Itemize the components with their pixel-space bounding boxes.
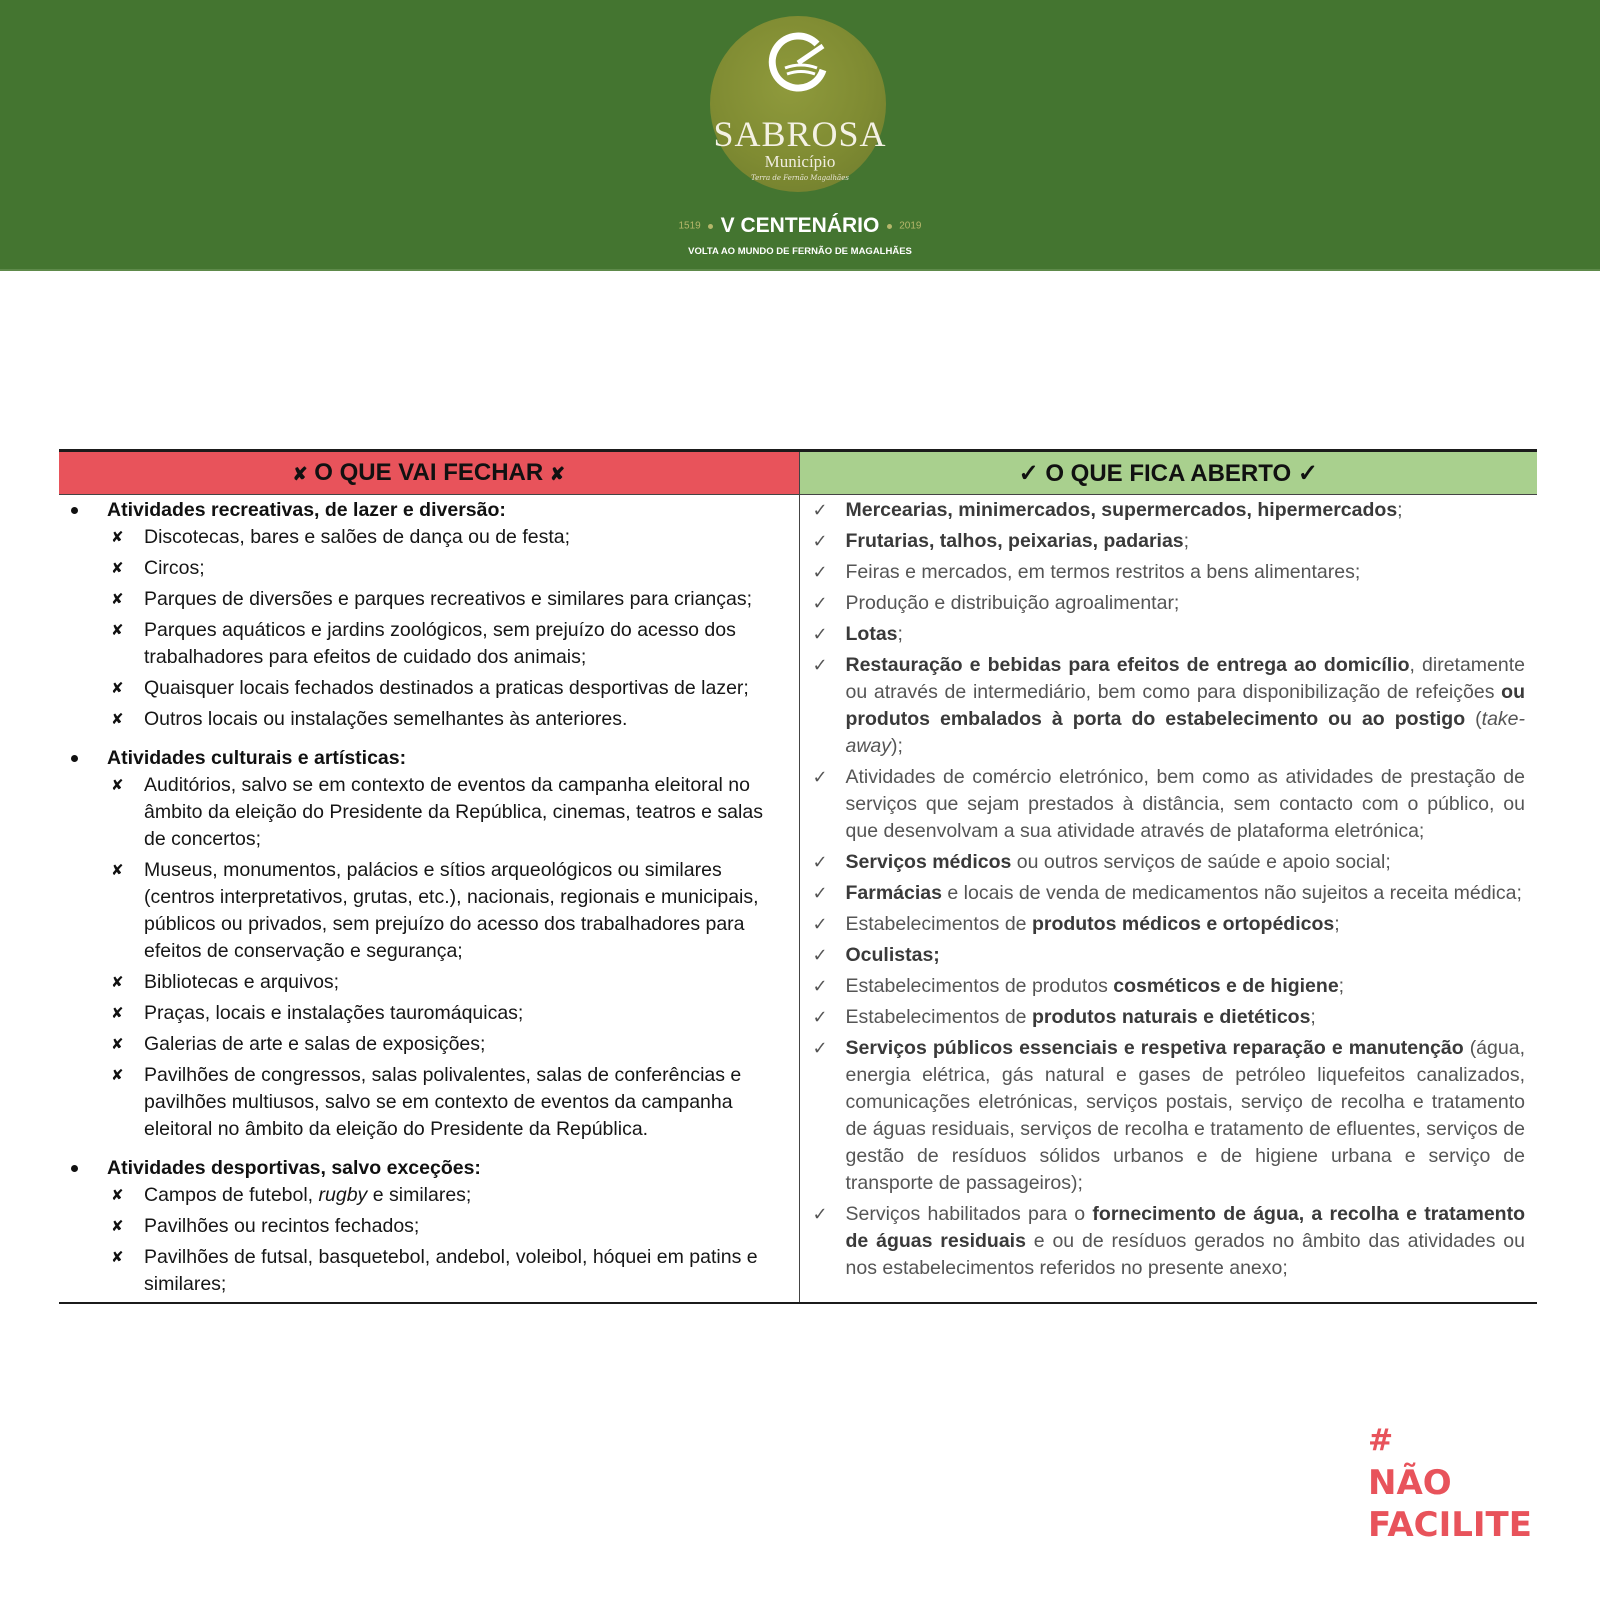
bullet-icon: [71, 507, 78, 514]
check-icon: ✓: [812, 593, 828, 613]
open-header: [799, 451, 1537, 495]
check-icon: ✓: [1018, 459, 1039, 487]
brand-tagline: Terra de Fernão Magalhães: [751, 174, 849, 182]
closed-item: [107, 586, 799, 613]
open-item-text: Farmácias: [845, 882, 942, 904]
open-header-label: O QUE FICA ABERTO: [1045, 459, 1292, 487]
closed-item-text: Parques aquáticos e jardins zoológicos, sem prejuízo do acesso dos trabalhadores para efeitos de cuidado dos animais;: [144, 619, 736, 668]
open-item-text: ou produtos embalados à porta do estabelecimento ou ao postigo: [845, 681, 1525, 730]
closed-item: [107, 524, 799, 551]
closed-item-list: [107, 1182, 799, 1298]
closed-item-text: Museus, monumentos, palácios e sítios arqueológicos ou similares (centros interpretativos, grutas, etc.), nacionais, regionais e municipais, públicos ou privados, sem prejuízo do acesso dos trabalhadores para efeitos de conservação e segurança;: [144, 859, 759, 962]
closed-item: [107, 555, 799, 582]
open-item-text: Frutarias, talhos, peixarias, padarias: [845, 530, 1184, 552]
open-item-text: ;: [1338, 975, 1345, 997]
check-icon: ✓: [812, 562, 828, 582]
closed-item: [107, 1244, 799, 1298]
open-item-text: Lotas: [845, 623, 898, 645]
open-item-text: Estabelecimentos de: [845, 1006, 1032, 1028]
closed-item-text: Outros locais ou instalações semelhantes às anteriores.: [144, 708, 628, 730]
open-item-text: ou outros serviços de saúde e apoio social;: [1011, 851, 1391, 873]
open-item-text: fornecimento de água, a recolha e tratamento de águas residuais: [845, 1203, 1525, 1252]
check-icon: ✓: [812, 624, 828, 644]
centenary-line: [670, 214, 930, 238]
closed-item: [107, 857, 799, 965]
closed-item-text: Galerias de arte e salas de exposições;: [144, 1033, 486, 1055]
open-item-text: e locais de venda de medicamentos não sujeitos a receita médica;: [941, 882, 1522, 904]
check-icon: ✓: [812, 852, 828, 872]
closed-item-list: [107, 772, 799, 1143]
closed-category: [59, 1155, 799, 1298]
header-banner: [0, 0, 1600, 271]
closed-header: [59, 451, 799, 495]
open-item-text: ;: [1334, 913, 1340, 935]
open-item-text: Mercearias, minimercados, supermercados, hipermercados: [845, 499, 1398, 521]
x-icon: ✘: [111, 1249, 124, 1266]
x-icon: ✘: [549, 464, 565, 484]
open-item-text: Serviços médicos: [845, 851, 1012, 873]
closed-item: [107, 1062, 799, 1143]
open-item: [800, 942, 1538, 969]
brand-name: SABROSA: [713, 114, 887, 154]
open-item: [800, 590, 1538, 617]
open-item-text: e ou de resíduos gerados no âmbito das atividades ou nos estabelecimentos referidos no presente anexo;: [845, 1230, 1525, 1279]
x-icon: ✘: [111, 1187, 124, 1204]
open-column: [799, 495, 1537, 1304]
open-item: [800, 528, 1538, 555]
closed-item: [107, 706, 799, 733]
category-title: Atividades desportivas, salvo exceções:: [107, 1157, 481, 1179]
open-item-text: Oculistas;: [845, 944, 940, 966]
open-item: [800, 849, 1538, 876]
closed-item-text: Quaisquer locais fechados destinados a praticas desportivas de lazer;: [144, 677, 749, 699]
closed-category-list: [59, 497, 799, 1298]
x-icon: ✘: [111, 529, 124, 546]
closed-item: [107, 1213, 799, 1240]
open-item: [800, 1035, 1538, 1197]
closed-item-text: Parques de diversões e parques recreativos e similares para crianças;: [144, 588, 753, 610]
check-icon: ✓: [812, 1038, 828, 1058]
x-icon: ✘: [111, 862, 124, 879]
x-icon: ✘: [111, 777, 124, 794]
x-icon: ✘: [111, 1067, 124, 1084]
closed-item: [107, 772, 799, 853]
open-item-text: Produção e distribuição agroalimentar;: [845, 592, 1180, 614]
closed-column: [59, 495, 799, 1304]
hash-symbol: #: [1368, 1423, 1394, 1458]
closed-item-list: [107, 524, 799, 733]
closed-category: [59, 497, 799, 733]
open-item-text: (água, energia elétrica, gás natural e gases de petróleo liquefeitos canalizados, comunicações eletrónicas, serviços postais, serviço de recolha e tratamento de águas residuais, serviços de recolha e tratamento de efluentes, serviços de gestão de resíduos sólidos urbanos e de higiene urbana e serviço de transporte de passageiros);: [845, 1037, 1525, 1194]
closed-item-text: rugby: [318, 1184, 368, 1206]
closed-header-label: O QUE VAI FECHAR: [314, 459, 544, 486]
check-icon: ✓: [1297, 459, 1318, 487]
brand-subtitle: Município: [764, 152, 836, 171]
bullet-icon: [71, 755, 78, 762]
closed-item: [107, 675, 799, 702]
check-icon: ✓: [812, 767, 828, 787]
open-item-text: , diretamente ou através de intermediário, bem como para disponibilização de refeições: [845, 654, 1525, 703]
open-item-text: Restauração e bebidas para efeitos de entrega ao domicílio: [845, 654, 1410, 676]
closed-category: [59, 745, 799, 1143]
closed-item-text: Discotecas, bares e salões de dança ou de festa;: [144, 526, 571, 548]
x-icon: ✘: [292, 464, 308, 484]
bullet-icon: [71, 1165, 78, 1172]
emblem-icon: [765, 30, 831, 96]
check-icon: ✓: [812, 655, 828, 675]
check-icon: ✓: [812, 883, 828, 903]
closed-item-text: Praças, locais e instalações tauromáquicas;: [144, 1002, 524, 1024]
category-title: Atividades culturais e artísticas:: [107, 747, 407, 769]
open-item-text: (: [1465, 708, 1482, 730]
open-item-text: produtos naturais e dietéticos: [1031, 1006, 1311, 1028]
open-item-text: Atividades de comércio eletrónico, bem como as atividades de prestação de serviços que sejam prestados à distância, sem contacto com o público, ou que desenvolvam a sua atividade através de plataforma eletrónica;: [845, 766, 1525, 842]
open-item-text: take-away: [845, 708, 1526, 757]
x-icon: ✘: [111, 622, 124, 639]
open-item-text: );: [891, 735, 903, 757]
closed-item: [107, 1000, 799, 1027]
x-icon: ✘: [111, 680, 124, 697]
closed-item-text: Auditórios, salvo se em contexto de eventos da campanha eleitoral no âmbito da eleição do Presidente da República, cinemas, teatros e salas de concertos;: [144, 774, 763, 850]
hashtag-line-1: NÃO: [1368, 1463, 1452, 1503]
closed-item-text: Circos;: [144, 557, 205, 579]
closed-item: [107, 1031, 799, 1058]
dot-separator: [887, 224, 892, 229]
x-icon: ✘: [111, 1005, 124, 1022]
open-item-text: Estabelecimentos de: [845, 913, 1032, 935]
open-item: [800, 1004, 1538, 1031]
open-item-text: cosméticos e de higiene: [1113, 975, 1339, 997]
event-title: VOLTA AO MUNDO DE FERNÃO DE MAGALHÃES: [688, 246, 912, 257]
x-icon: ✘: [111, 974, 124, 991]
closed-item-text: Pavilhões de congressos, salas polivalentes, salas de conferências e pavilhões multiusos, salvo se em contexto de eventos da campanha eleitoral no âmbito da eleição do Presidente da República.: [144, 1064, 742, 1140]
closed-item-text: Pavilhões ou recintos fechados;: [144, 1215, 420, 1237]
hashtag-line-2: FACILITE: [1368, 1505, 1532, 1545]
x-icon: ✘: [111, 560, 124, 577]
open-item-text: ;: [897, 623, 903, 645]
x-icon: ✘: [111, 711, 124, 728]
open-item-text: ;: [1397, 499, 1403, 521]
closed-item-text: Pavilhões de futsal, basquetebol, andebol, voleibol, hóquei em patins e similares;: [144, 1246, 758, 1295]
x-icon: ✘: [111, 1218, 124, 1235]
open-item: [800, 973, 1538, 1000]
open-item: [800, 621, 1538, 648]
nao-facilite-hashtag: [1368, 1420, 1532, 1546]
check-icon: ✓: [812, 531, 828, 551]
open-item: [800, 652, 1538, 760]
open-item: [800, 1201, 1538, 1282]
open-item: [800, 559, 1538, 586]
dot-separator: [708, 224, 713, 229]
check-icon: ✓: [812, 976, 828, 996]
open-item-text: Serviços públicos essenciais e respetiva reparação e manutenção: [845, 1037, 1464, 1059]
open-item-list: [800, 495, 1538, 1282]
check-icon: ✓: [812, 500, 828, 520]
check-icon: ✓: [812, 945, 828, 965]
year-start: 1519: [678, 220, 701, 232]
check-icon: ✓: [812, 914, 828, 934]
closed-item: [107, 617, 799, 671]
closed-item-text: e similares;: [367, 1184, 472, 1206]
open-item-text: Estabelecimentos de produtos: [845, 975, 1114, 997]
measures-table: [59, 449, 1537, 1304]
closed-item: [107, 969, 799, 996]
open-item-text: Serviços habilitados para o: [845, 1203, 1093, 1225]
open-item-text: Feiras e mercados, em termos restritos a bens alimentares;: [845, 561, 1361, 583]
check-icon: ✓: [812, 1204, 828, 1224]
open-item: [800, 497, 1538, 524]
x-icon: ✘: [111, 591, 124, 608]
closed-item: [107, 1182, 799, 1209]
open-item-text: produtos médicos e ortopédicos: [1031, 913, 1335, 935]
category-title: Atividades recreativas, de lazer e diversão:: [107, 499, 506, 521]
open-item-text: ;: [1310, 1006, 1316, 1028]
open-item: [800, 764, 1538, 845]
sabrosa-logo: [670, 10, 930, 260]
open-item: [800, 880, 1538, 907]
year-end: 2019: [899, 220, 922, 232]
closed-item-text: Bibliotecas e arquivos;: [144, 971, 340, 993]
closed-item-text: Campos de futebol,: [144, 1184, 319, 1206]
open-item-text: ;: [1183, 530, 1190, 552]
centenary-title: V CENTENÁRIO: [720, 214, 880, 237]
check-icon: ✓: [812, 1007, 828, 1027]
open-item: [800, 911, 1538, 938]
x-icon: ✘: [111, 1036, 124, 1053]
